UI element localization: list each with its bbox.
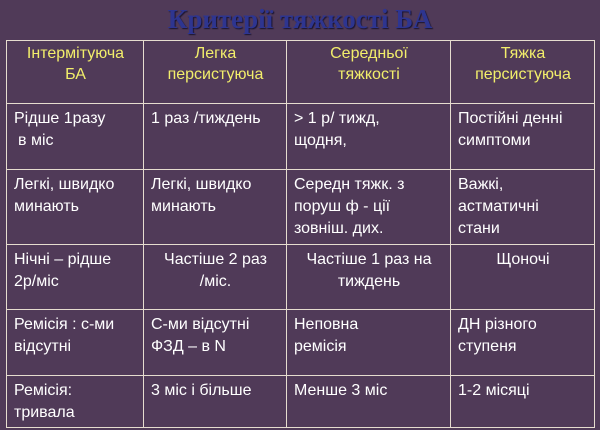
cell-line: тривала (14, 403, 75, 421)
header-line: персистуюча (167, 66, 264, 83)
table-cell (144, 310, 287, 376)
cell-line: Рідше 1разу (14, 110, 106, 128)
cell-line: Важкі, (458, 175, 504, 193)
cell-line: ДН різного (458, 316, 537, 334)
cell-line: > 1 р/ тижд, (294, 110, 380, 128)
header-line: БА (65, 66, 86, 83)
table-cell (287, 310, 451, 376)
table-cell (7, 104, 144, 170)
cell-line: Легкі, швидко (14, 175, 115, 193)
table-row (7, 310, 595, 376)
cell-line: поруш ф - ції (294, 197, 391, 215)
table-cell (144, 244, 287, 310)
cell-line: 2р/міс (14, 272, 59, 290)
cell-line: Ремісія: (14, 381, 73, 399)
cell-line: /міс. (199, 272, 232, 290)
cell-line: Менше 3 міс (294, 381, 388, 399)
cell-line: симптоми (458, 132, 531, 150)
cell-line: ФЗД – в N (151, 338, 226, 356)
table-cell (7, 169, 144, 244)
table-row (7, 375, 595, 427)
slide-title: Критерії тяжкості БА (167, 4, 433, 34)
table-header-row (7, 41, 595, 104)
cell-line: ремісія (294, 338, 347, 356)
table-cell (451, 310, 595, 376)
cell-line: Частіше 1 раз на (306, 250, 432, 268)
cell-line: стани (458, 219, 500, 237)
cell-line: Неповна (294, 316, 359, 334)
table-row (7, 104, 595, 170)
table-cell (7, 375, 144, 427)
cell-line: астматичні (458, 197, 539, 215)
severity-criteria-table (6, 40, 595, 428)
cell-line: тиждень (337, 272, 401, 290)
cell-line: 1-2 місяці (458, 381, 530, 399)
cell-line: 1 раз /тиждень (151, 110, 261, 128)
cell-line: щодня, (294, 132, 347, 150)
cell-line: Частіше 2 раз (164, 250, 267, 268)
header-moderate (287, 41, 451, 104)
header-severe-persistent (451, 41, 595, 104)
table-cell (451, 375, 595, 427)
cell-line: минають (14, 197, 79, 215)
header-line: тяжкості (338, 66, 400, 83)
cell-line: в міс (18, 132, 54, 150)
table-cell (287, 169, 451, 244)
table-cell (451, 244, 595, 310)
header-line: Середньої (330, 45, 408, 62)
cell-line: Щоночі (496, 250, 550, 268)
header-line: персистуюча (475, 66, 571, 83)
cell-line: 3 міс і більше (151, 381, 252, 399)
cell-line: ступеня (458, 338, 517, 356)
table-row (7, 169, 595, 244)
table-cell (287, 375, 451, 427)
table-cell (144, 169, 287, 244)
table-cell (451, 104, 595, 170)
table-cell (287, 244, 451, 310)
table-cell (7, 310, 144, 376)
table-cell (144, 104, 287, 170)
table-cell (7, 244, 144, 310)
table-row (7, 244, 595, 310)
header-intermittent (7, 41, 144, 104)
header-mild-persistent (144, 41, 287, 104)
header-line: Тяжка (500, 45, 546, 62)
header-line: Інтермітуюча (26, 45, 125, 62)
severity-table-container (6, 40, 594, 428)
cell-line: Середн тяжк. з (294, 175, 405, 193)
cell-line: Легкі, швидко (151, 175, 252, 193)
cell-line: С-ми відсутні (151, 316, 250, 334)
cell-line: Ремісія : с-ми (14, 316, 115, 334)
table-cell (451, 169, 595, 244)
table-cell (287, 104, 451, 170)
cell-line: минають (151, 197, 216, 215)
table-cell (144, 375, 287, 427)
cell-line: відсутні (14, 338, 72, 356)
cell-line: Нічні – рідше (14, 250, 112, 268)
cell-line: Постійні денні (458, 110, 563, 128)
cell-line: зовніш. дих. (294, 219, 384, 237)
header-line: Легка (194, 45, 237, 62)
